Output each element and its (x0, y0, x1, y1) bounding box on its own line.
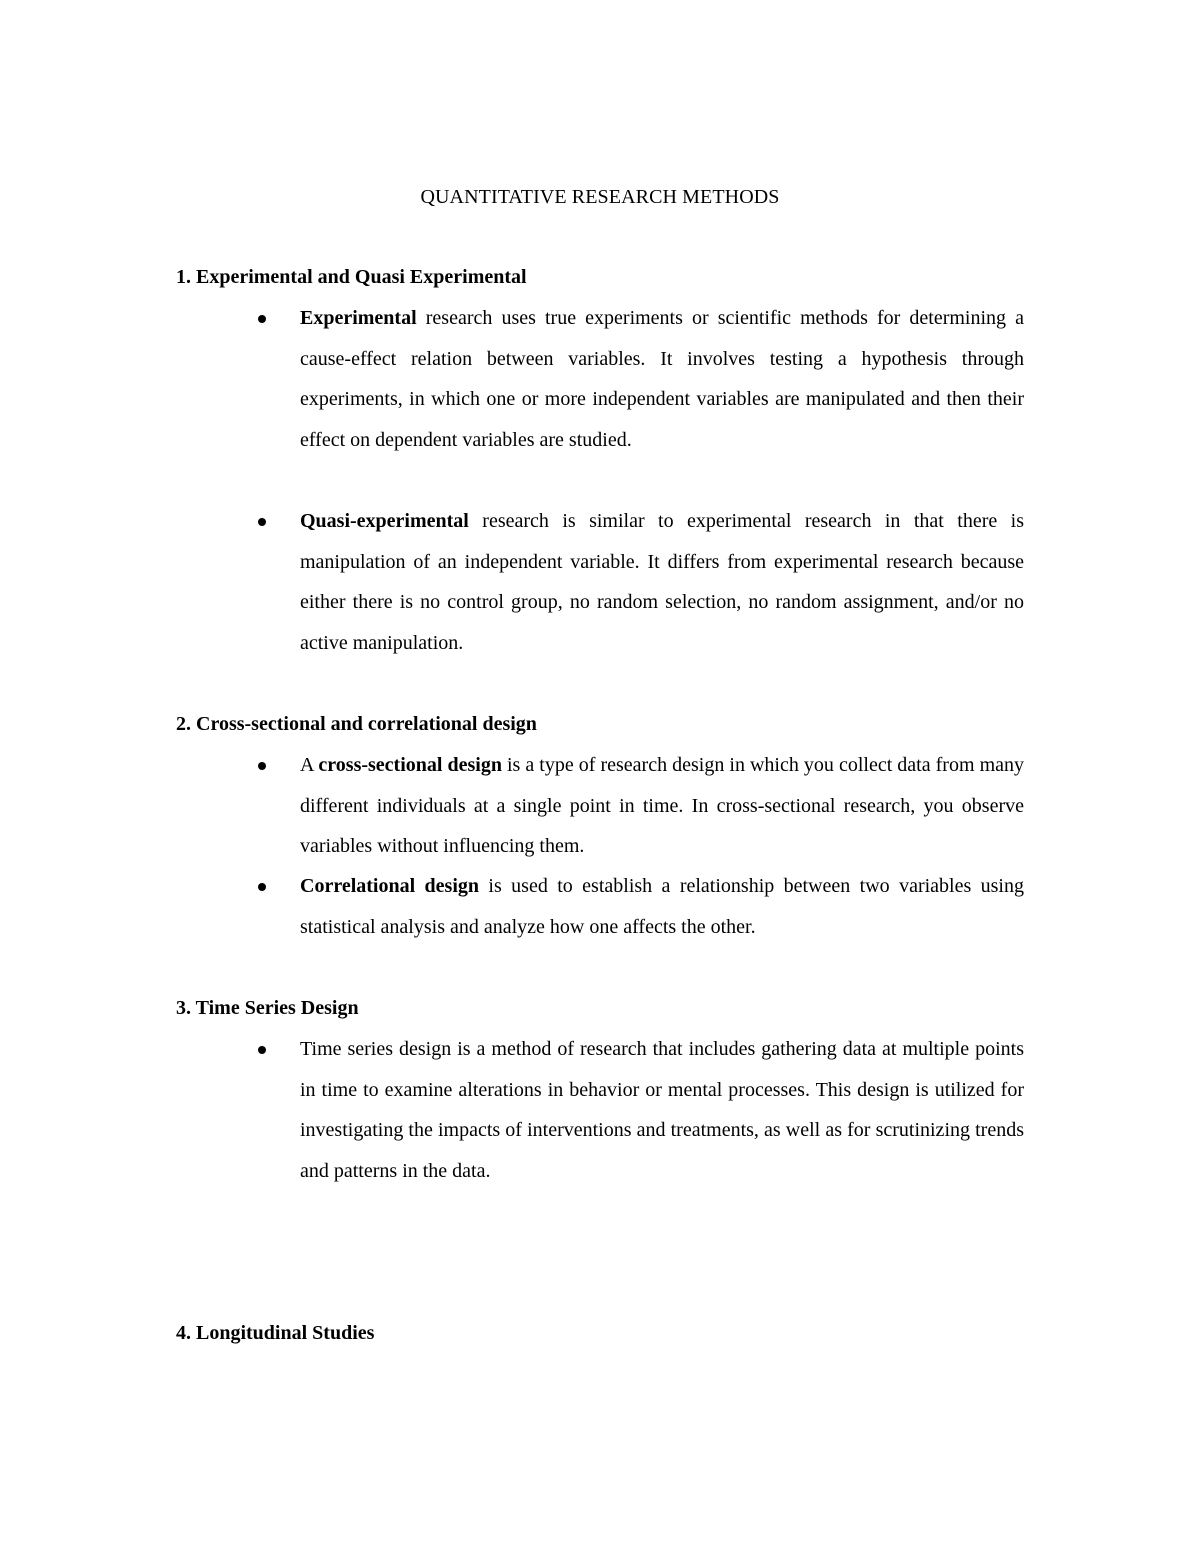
bullet-time-series (300, 1029, 1024, 1191)
section-heading-cross-sectional: 2. Cross-sectional and correlational design (176, 713, 537, 735)
bullet-icon (258, 1046, 266, 1054)
bullet-text: research uses true experiments or scientific methods for determining a cause-effect relation between variables. It involves testing a hypothesis through experiments, in which one or more independent variables are manipulated and then their effect on dependent variables are studied. (300, 307, 1024, 451)
bullet-term: Experimental (300, 307, 417, 329)
bullet-icon (258, 315, 266, 323)
bullet-quasi-experimental (300, 501, 1024, 663)
bullet-term: Quasi-experimental (300, 510, 469, 532)
bullet-correlational (300, 866, 1024, 947)
page-title: QUANTITATIVE RESEARCH METHODS (420, 186, 780, 208)
bullet-term: Correlational design (300, 875, 480, 897)
bullet-term: cross-sectional design (318, 754, 502, 776)
section-heading-time-series: 3. Time Series Design (176, 997, 359, 1019)
bullet-text: is used to establish a relationship between two variables using statistical analysis and analyze how one affects the other. (300, 875, 1024, 938)
bullet-cross-sectional (300, 745, 1024, 867)
bullet-icon (258, 518, 266, 526)
bullet-experimental (300, 298, 1024, 460)
bullet-icon (258, 883, 266, 891)
section-heading-experimental: 1. Experimental and Quasi Experimental (176, 266, 527, 288)
bullet-text: is a type of research design in which you collect data from many different individuals at a single point in time. In cross-sectional research, you observe variables without influencing them. (300, 754, 1025, 858)
bullet-text: research is similar to experimental research in that there is manipulation of an independent variable. It differs from experimental research because either there is no control group, no random selection, no random assignment, and/or no active manipulation. (300, 510, 1024, 654)
bullet-lead: A (300, 754, 319, 776)
bullet-text: Time series design is a method of research that includes gathering data at multiple points in time to examine alterations in behavior or mental processes. This design is utilized for investigating the impacts of interventions and treatments, as well as for scrutinizing trends and patterns in the data. (300, 1038, 1024, 1182)
section-heading-longitudinal: 4. Longitudinal Studies (176, 1322, 375, 1344)
bullet-icon (258, 762, 266, 770)
